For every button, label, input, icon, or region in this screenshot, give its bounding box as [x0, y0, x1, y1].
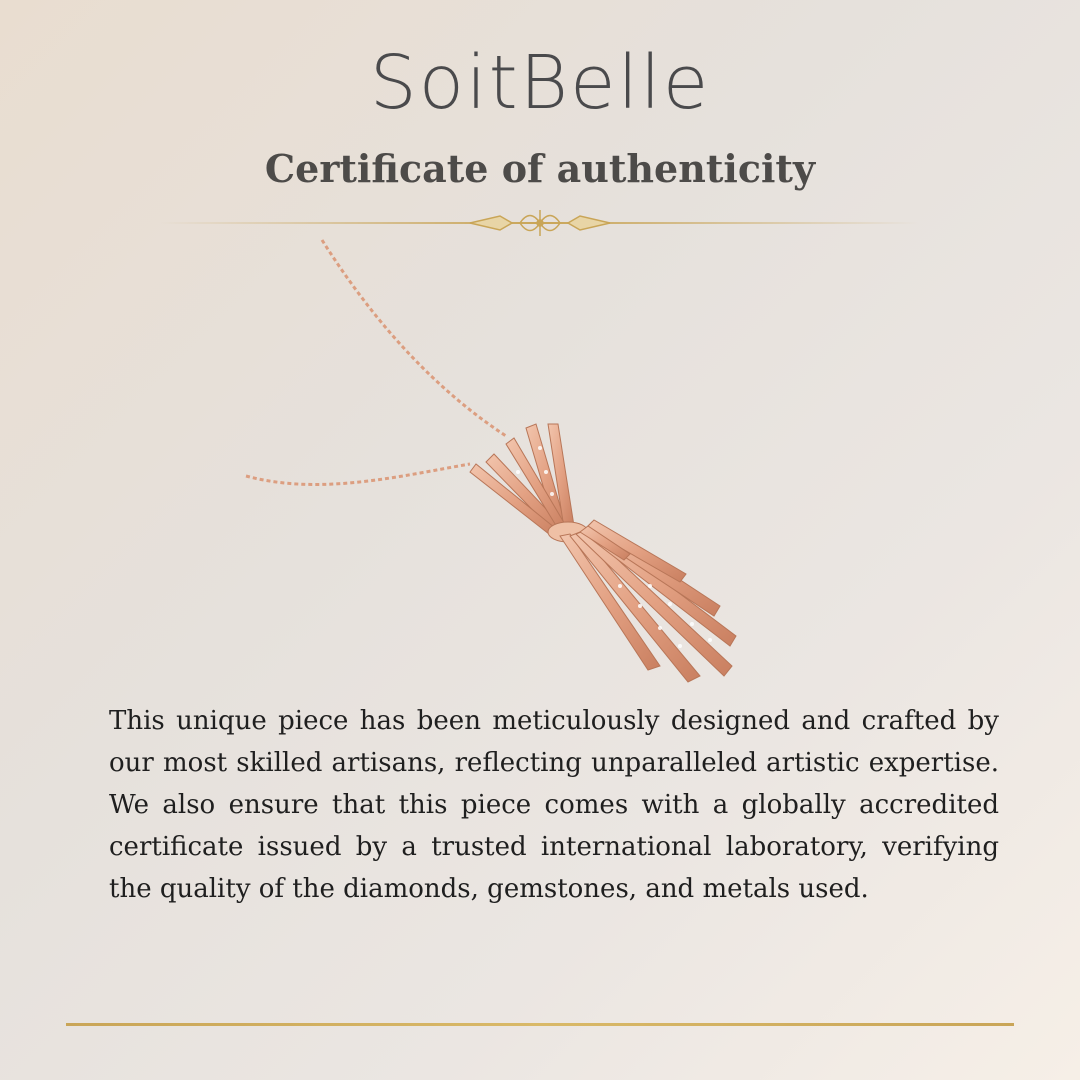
brand-logo: SoitBelle	[369, 40, 711, 126]
ornament-icon	[470, 210, 610, 236]
certificate-title: Certificate of authenticity	[264, 146, 816, 191]
pendant-necklace-image	[230, 236, 790, 696]
bottom-divider	[66, 1023, 1014, 1026]
description-paragraph: This unique piece has been meticulously designed and crafted by our most skilled artisans, reflecting unparalleled artistic expertise. We also ensure that this piece comes with a globally accredited certificate issued by a trusted international laboratory, verifying the quality of the diamonds, gemstones, and metals used.	[109, 706, 999, 904]
